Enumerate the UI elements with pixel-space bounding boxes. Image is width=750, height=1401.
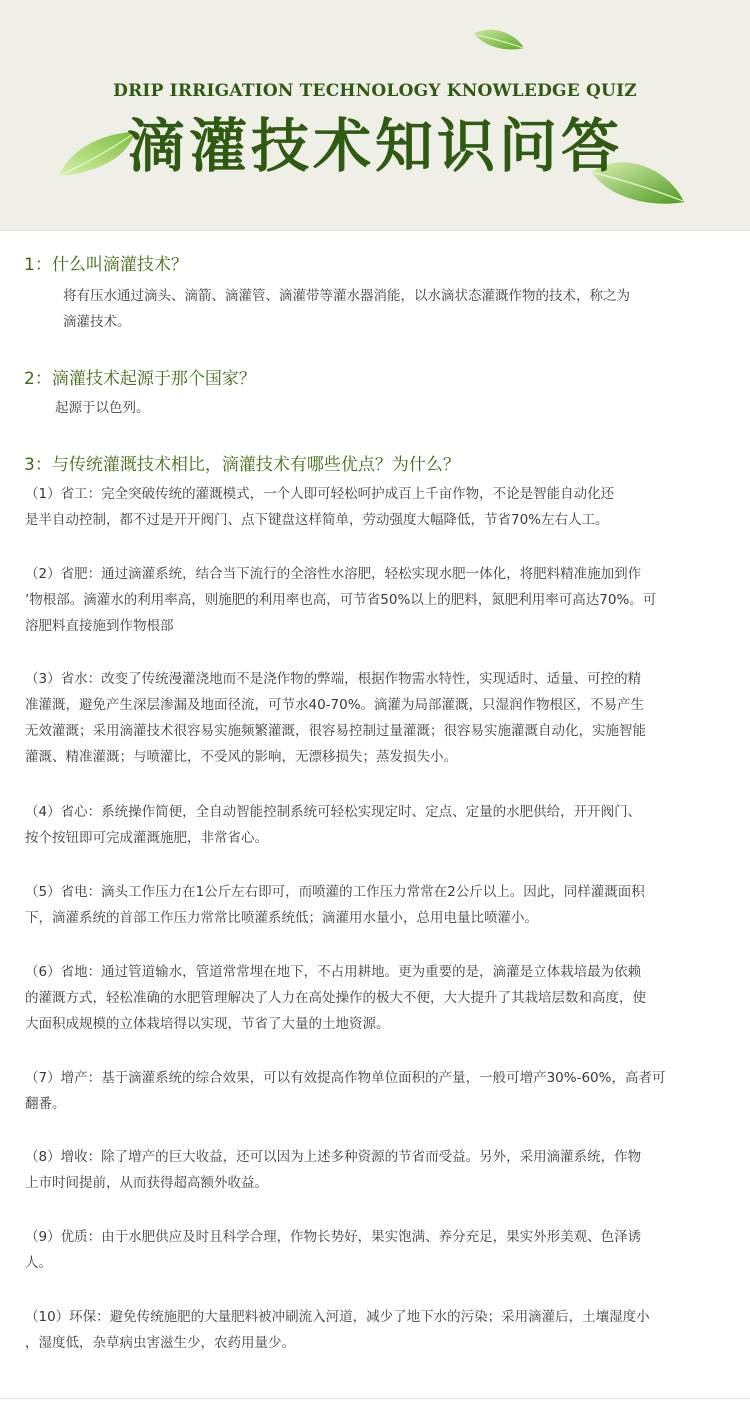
answer-point-6: （6）省地：通过管道输水，管道常常埋在地下，不占用耕地。更为重要的是，滴灌是立体栽培最为依赖 的灌溉方式，轻松准确的水肥管理解决了人力在高处操作的极大不便，大大提升了其栽培层数和高度，使 大面积成规模的立体栽培得以实现，节省了大量的土地资源。 xyxy=(25,964,646,1032)
answer-point-8: （8）增收：除了增产的巨大收益，还可以因为上述多种资源的节省而受益。另外，采用滴灌系统，作物 上市时间提前，从而获得超高额外收益。 xyxy=(25,1149,642,1191)
answer-point-1: （1）省工：完全突破传统的灌溉模式，一个人即可轻松呵护成百上千亩作物，不论是智能自动化还 是半自动控制，都不过是开开阀门、点下键盘这样简单，劳动强度大幅降低，节省70%左右人工。 xyxy=(25,486,615,528)
divider xyxy=(0,1398,750,1399)
question-2-title: 2：滴灌技术起源于那个国家？ xyxy=(24,369,256,389)
question-3-title: 3：与传统灌溉技术相比，滴灌技术有哪些优点？为什么？ xyxy=(24,455,460,475)
answer-point-5: （5）省电：滴头工作压力在1公斤左右即可，而喷灌的工作压力常常在2公斤以上。因此，同样灌溉面积 下，滴灌系统的首部工作压力常常比喷灌系统低；滴灌用水量小，总用电量比喷灌小。 xyxy=(25,884,645,926)
question-1-title: 1：什么叫滴灌技术？ xyxy=(24,255,188,275)
answer-point-9: （9）优质：由于水肥供应及时且科学合理，作物长势好，果实饱满、养分充足，果实外形美观、色泽诱 人。 xyxy=(25,1229,642,1271)
title-english: DRIP IRRIGATION TECHNOLOGY KNOWLEDGE QUIZ xyxy=(113,81,637,101)
question-1-answer: 将有压水通过滴头、滴箭、滴灌管、滴灌带等灌水器消能，以水滴状态灌溉作物的技术，称之为 滴灌技术。 xyxy=(63,288,630,330)
question-2-answer: 起源于以色列。 xyxy=(55,400,150,416)
answer-point-4: （4）省心：系统操作简便，全自动智能控制系统可轻松实现定时、定点、定量的水肥供给，开开阀门、 按个按钮即可完成灌溉施肥，非常省心。 xyxy=(25,804,642,846)
answer-point-3: （3）省水：改变了传统漫灌浇地而不是浇作物的弊端，根据作物需水特性，实现适时、适量、可控的精 准灌溉，避免产生深层渗漏及地面径流，可节水40-70%。滴灌为局部灌溉，只湿润作物根区，不易产生 无效灌溉；采用滴灌技术很容易实施频繁灌溉，很容易控制过量灌溉；很容易实施灌溉自动化，实施智能 灌溉、精准灌溉；与喷灌比，不受风的影响，无漂移损失；蒸发损失小。 xyxy=(25,671,646,765)
page-title: 滴灌技术知识问答 xyxy=(126,112,623,180)
title-banner xyxy=(0,0,750,231)
leaf-icon xyxy=(470,22,530,62)
answer-point-7: （7）增产：基于滴灌系统的综合效果，可以有效提高作物单位面积的产量，一般可增产30%-60%，高者可 翻番。 xyxy=(25,1070,666,1112)
answer-point-2: （2）省肥：通过滴灌系统，结合当下流行的全溶性水溶肥，轻松实现水肥一体化，将肥料精准施加到作 ’物根部。滴灌水的利用率高，则施肥的利用率也高，可节省50%以上的肥料，氮肥利用率可高达70%。可 溶肥料直接施到作物根部 xyxy=(25,566,657,634)
answer-point-10: （10）环保：避免传统施肥的大量肥料被冲刷流入河道，减少了地下水的污染；采用滴灌后，土壤湿度小 ，湿度低，杂草病虫害滋生少，农药用量少。 xyxy=(25,1309,650,1351)
